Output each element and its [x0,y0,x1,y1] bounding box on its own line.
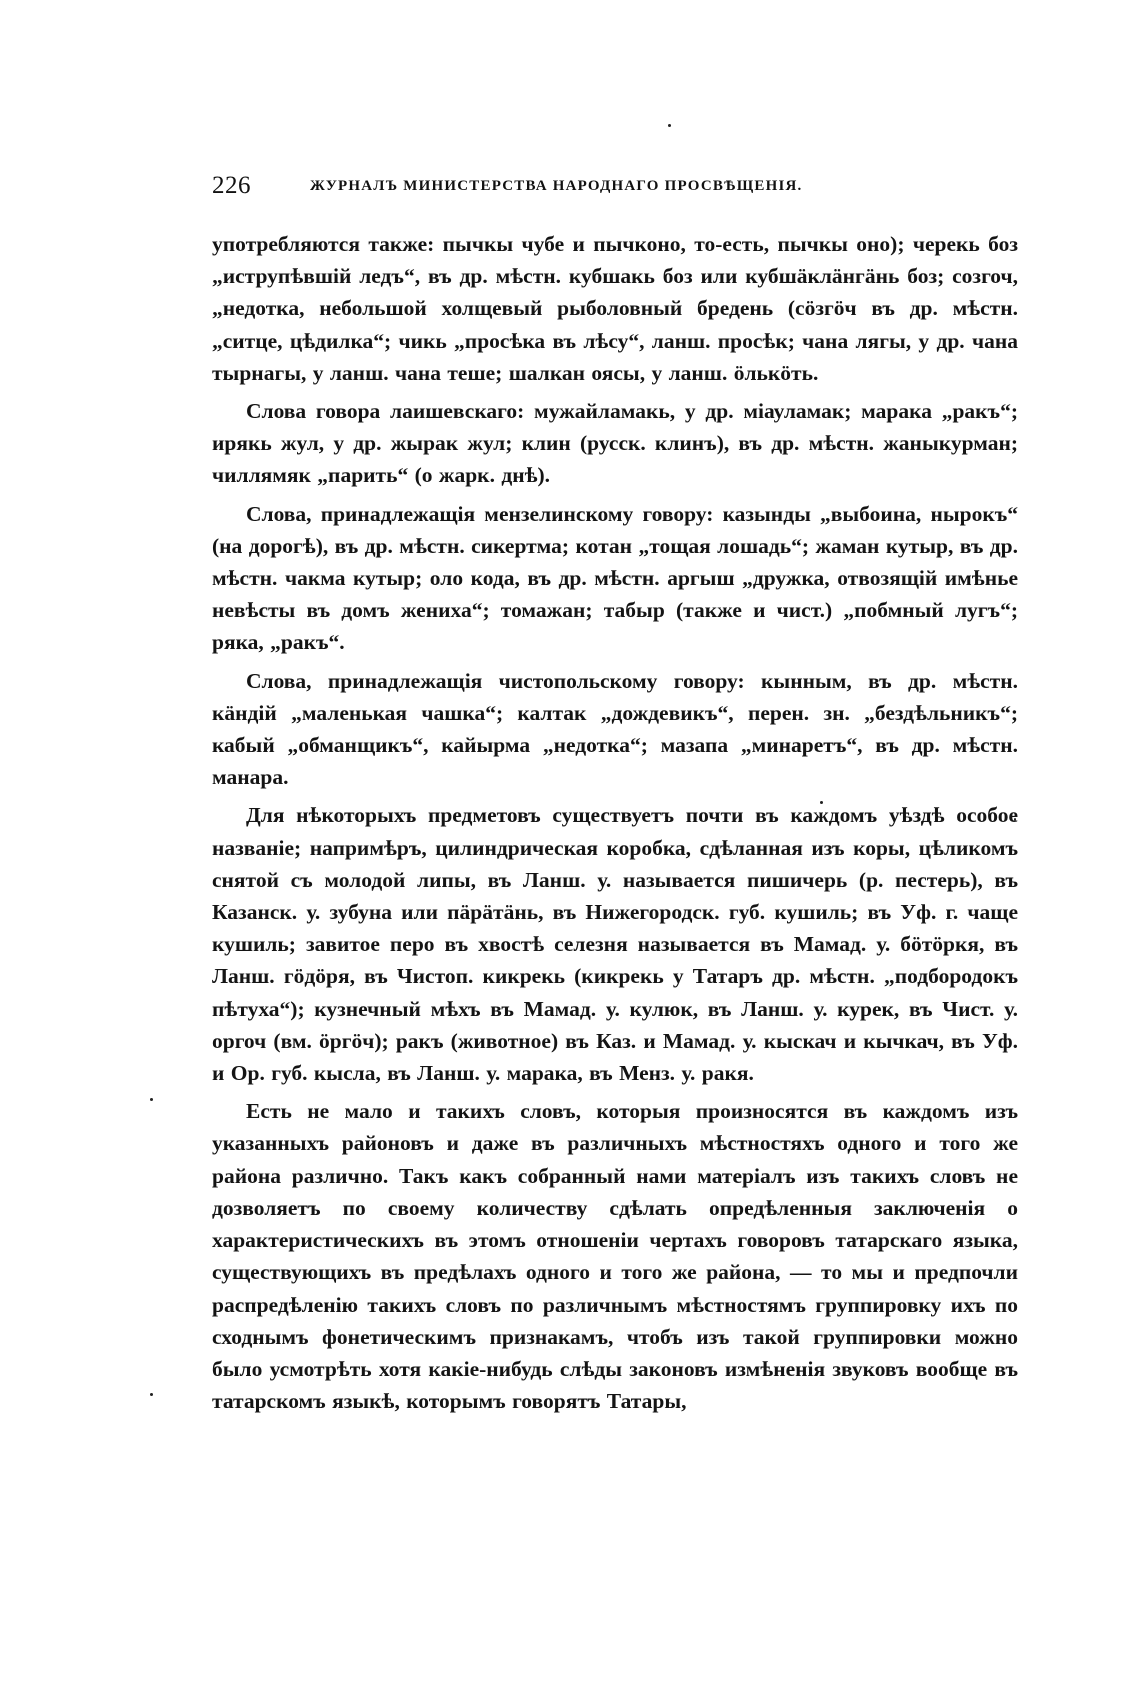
paragraph: употребляются также: пычкы чубе и пычконо, то-есть, пычкы оно); черекь боз „иструпѣвшій ледъ“, въ др. мѣстн. кубшакь боз или кубшäклäнгäнь боз; созгоч, „недотка, небольшой холщевый рыболовный бредень (сöзгöч въ др. мѣстн. „ситце, цѣдилка“; чикь „просѣка въ лѣсу“, ланш. просѣк; чана лягы, у др. чана тырнагы, у ланш. чана теше; шалкан оясы, у ланш. öлькöть. [212,232,1018,385]
paragraph: Слова, принадлежащія чистопольскому говору: кынным, въ др. мѣстн. кäндій „маленькая чашка“; калтак „дождевикъ“, перен. зн. „бездѣльникъ“; кабый „обманщикъ“, кайырма „недотка“; мазапа „минаретъ“, въ др. мѣстн. манара. [212,668,1018,790]
paragraph: Для нѣкоторыхъ предметовъ существуетъ почти въ каждомъ уѣздѣ особое названіе; напримѣръ, цилиндрическая коробка, сдѣланная изъ коры, цѣликомъ снятой съ молодой липы, въ Ланш. у. называется пишичерь (р. пестерь), въ Казанск. у. зубуна или пäрäтäнь, въ Нижегородск. губ. кушиль; въ Уф. г. чаще кушиль; завитое перо въ хвостѣ селезня называется въ Мамад. у. бöтöркя, въ Ланш. гöдöря, въ Чистоп. кикрекь (кикрекь у Татаръ др. мѣстн. „подбородокъ пѣтуха“); кузнечный мѣхъ въ Мамад. у. кулюк, въ Ланш. у. курек, въ Чист. у. оргоч (вм. öргöч); ракъ (животное) въ Каз. и Мамад. у. кыскач и кычкач, въ Уф. и Ор. губ. кысла, въ Ланш. у. марака, въ Менз. у. ракя. [212,803,1018,1086]
page-number: 226 [212,172,251,199]
paragraph: Слова говора лаишевскаго: мужайламакь, у др. міауламак; марака „ракъ“; ирякь жул, у др. жырак жул; клин (русск. клинъ), въ др. мѣстн. жаныкурман; чиллямяк „парить“ (о жарк. днѣ). [212,399,1018,488]
running-title: ЖУРНАЛЪ МИНИСТЕРСТВА НАРОДНАГО ПРОСВѢЩЕНІЯ. [310,178,803,194]
scan-speck [150,1098,153,1101]
body-text [212,228,1018,1423]
paragraph: Есть не мало и такихъ словъ, которыя произносятся въ каждомъ изъ указанныхъ районовъ и даже въ различныхъ мѣстностяхъ одного и того же района различно. Такъ какъ собранный нами матеріалъ изъ такихъ словъ не дозволяетъ по своему количеству сдѣлать опредѣленныя заключенія о характеристическихъ въ этомъ отношеніи чертахъ говоровъ татарскаго языка, существующихъ въ предѣлахъ одного и того же района, — то мы и предпочли распредѣленію такихъ словъ по различнымъ мѣстностямъ группировку ихъ по сходнымъ фонетическимъ признакамъ, чтобъ изъ такой группировки можно было усмотрѣть хотя какіе-нибудь слѣды законовъ измѣненія звуковъ вообще въ татарскомъ языкѣ, которымъ говорятъ Татары, [212,1099,1018,1414]
page-header [212,172,1018,206]
scan-speck [668,124,671,127]
scan-speck [150,1393,153,1396]
paragraph: Слова, принадлежащія мензелинскому говору: казынды „выбоина, нырокъ“ (на дорогѣ), въ др. мѣстн. сикертма; котан „тощая лошадь“; жаман кутыр, въ др. мѣстн. чакма кутыр; оло кода, въ др. мѣстн. аргыш „дружка, отвозящій имѣнье невѣсты въ домъ жениха“; томажан; табыр (также и чист.) „побмный лугъ“; ряка, „ракъ“. [212,501,1018,655]
